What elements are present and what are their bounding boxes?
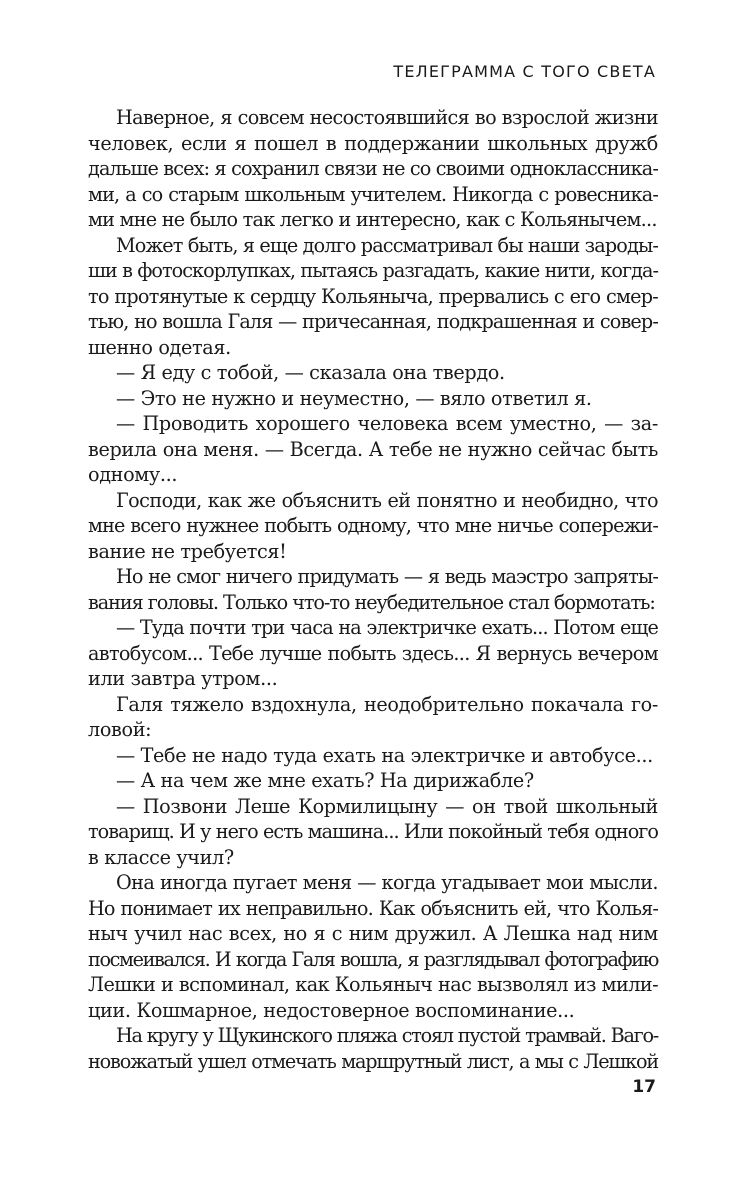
text-line: Господи, как же объяснить ей понятно и необидно, что <box>116 488 658 512</box>
text-line: товарищ. И у него есть машина... Или покойный тебя одного <box>88 820 658 843</box>
text-line: вания головы. Только что-то неубедительное стал бормотать: <box>88 590 655 614</box>
text-line: то протянутые к сердцу Кольяныча, прервались с его смер- <box>88 284 658 308</box>
text-line: — Я еду с тобой, — сказала она твердо. <box>116 361 505 384</box>
text-line: — Тебе не надо туда ехать на электричке и автобусе... <box>116 743 653 767</box>
text-line: или завтра утром... <box>88 667 278 690</box>
text-line: Галя тяжело вздохнула, неодобрительно покачала го- <box>116 692 658 716</box>
text-line: новожатый ушел отмечать маршрутный лист, а мы с Лешкой <box>88 1049 658 1073</box>
text-line: ловой: <box>88 718 152 741</box>
page-number: 17 <box>632 1077 656 1097</box>
text-line: ши в фотоскорлупках, пытаясь разгадать, какие нити, когда- <box>88 259 658 282</box>
text-line: шенно одетая. <box>88 335 231 359</box>
text-line: вание не требуется! <box>88 539 287 563</box>
text-line: одному... <box>88 463 178 486</box>
text-line: — А на чем же мне ехать? На дирижабле? <box>116 769 534 792</box>
text-line: Но понимает их неправильно. Как объяснить ей, что Колья- <box>88 896 658 920</box>
text-line: ми мне не было так легко и интересно, как с Кольянычем... <box>88 208 657 231</box>
text-line: — Это не нужно и неуместно, — вяло ответил я. <box>116 386 592 410</box>
text-line: в классе учил? <box>88 845 234 869</box>
text-line: Лешки и вспоминал, как Кольяныч нас вызволял из мили- <box>88 973 658 996</box>
text-line: — Позвони Леше Кормилицыну — он твой школьный <box>116 794 658 818</box>
text-line: На кругу у Щукинского пляжа стоял пустой трамвай. Ваго- <box>116 1024 658 1047</box>
running-head: ТЕЛЕГРАММА С ТОГО СВЕТА <box>393 62 656 81</box>
text-line: — Проводить хорошего человека всем уместно, — за- <box>116 412 658 435</box>
text-line: ции. Кошмарное, недостоверное воспоминание... <box>88 998 575 1022</box>
text-line: дальше всех: я сохранил связи не со своими одноклассника- <box>88 157 658 180</box>
text-line: верила она меня. — Всегда. А тебе не нужно сейчас быть <box>88 437 658 461</box>
text-line: автобусом... Тебе лучше побыть здесь... Я вернусь вечером <box>88 641 658 665</box>
text-line: посмеивался. И когда Галя вошла, я разглядывал фотографию <box>88 947 658 971</box>
text-line: человек, если я пошел в поддержании школьных дружб <box>88 131 658 155</box>
text-line: мне всего нужнее побыть одному, что мне ничье сопережи- <box>88 514 658 537</box>
text-line: ныч учил нас всех, но я с ним дружил. А Лешка над ним <box>88 922 658 945</box>
text-line: тью, но вошла Галя — причесанная, подкрашенная и совер- <box>88 310 658 333</box>
body-text <box>88 105 658 1074</box>
text-line: ми, а со старым школьным учителем. Никогда с ровесника- <box>88 182 658 206</box>
text-line: Она иногда пугает меня — когда угадывает мои мысли. <box>116 871 658 894</box>
text-line: — Туда почти три часа на электричке ехать... Потом еще <box>116 616 658 639</box>
text-line: Но не смог ничего придумать — я ведь маэстро запряты- <box>116 565 658 588</box>
text-line: Может быть, я еще долго рассматривал бы наши зароды- <box>116 233 658 257</box>
text-line: Наверное, я совсем несостоявшийся во взрослой жизни <box>116 106 658 129</box>
